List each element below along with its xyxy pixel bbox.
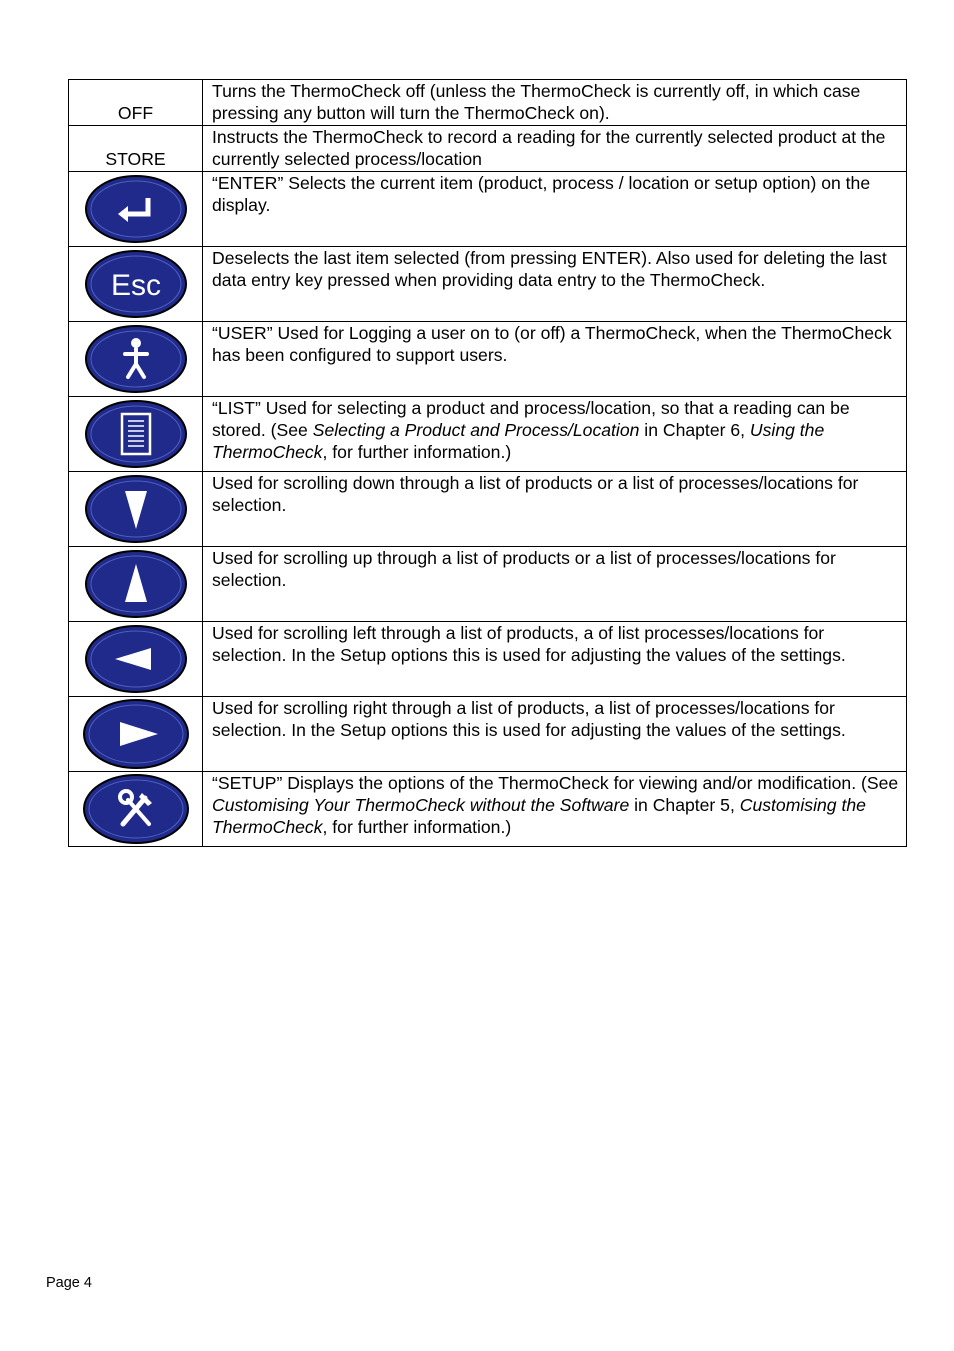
table-row-left	[69, 622, 907, 697]
table-row-user	[69, 322, 907, 397]
key-description: “USER” Used for Logging a user on to (or off) a ThermoCheck, when the ThermoCheck has been configured to support users.	[203, 322, 907, 397]
key-description: “SETUP” Displays the options of the ThermoCheck for viewing and/or modification. (See Customising Your ThermoCheck without the Software in Chapter 5, Customising the ThermoCheck, for further information.)	[203, 772, 907, 847]
enter-key-icon	[84, 174, 188, 244]
table-row-up	[69, 547, 907, 622]
key-description: Used for scrolling down through a list of products or a list of processes/locations for selection.	[203, 472, 907, 547]
key-description: Deselects the last item selected (from pressing ENTER). Also used for deleting the last data entry key pressed when providing data entry to the ThermoCheck.	[203, 247, 907, 322]
table-row-off	[69, 80, 907, 126]
key-description: Instructs the ThermoCheck to record a reading for the currently selected product at the currently selected process/location	[203, 126, 907, 172]
right-arrow-key-icon	[82, 698, 190, 770]
page-number: Page 4	[46, 1275, 92, 1291]
table-row-esc	[69, 247, 907, 322]
table-row-setup	[69, 772, 907, 847]
key-description: Used for scrolling right through a list of products, a list of processes/locations for selection. In the Setup options this is used for adjusting the values of the settings.	[203, 697, 907, 772]
key-description: Used for scrolling left through a list of products, a of list processes/locations for selection. In the Setup options this is used for adjusting the values of the settings.	[203, 622, 907, 697]
table-row-down	[69, 472, 907, 547]
setup-tools-key-icon	[82, 773, 190, 845]
key-label-off: OFF	[69, 80, 203, 126]
table-row-right	[69, 697, 907, 772]
table-row-store	[69, 126, 907, 172]
key-description: “ENTER” Selects the current item (product, process / location or setup option) on the display.	[203, 172, 907, 247]
table-row-enter	[69, 172, 907, 247]
down-arrow-key-icon	[84, 474, 188, 544]
key-description: “LIST” Used for selecting a product and process/location, so that a reading can be stored. (See Selecting a Product and Process/Location in Chapter 6, Using the ThermoCheck, for further information.)	[203, 397, 907, 472]
key-label-store: STORE	[69, 126, 203, 172]
up-arrow-key-icon	[84, 549, 188, 619]
table-row-list	[69, 397, 907, 472]
esc-key-icon	[84, 249, 188, 319]
left-arrow-key-icon	[84, 624, 188, 694]
key-reference-table	[68, 79, 907, 847]
key-description: Turns the ThermoCheck off (unless the ThermoCheck is currently off, in which case pressing any button will turn the ThermoCheck on).	[203, 80, 907, 126]
list-key-icon	[84, 399, 188, 469]
key-description: Used for scrolling up through a list of products or a list of processes/locations for selection.	[203, 547, 907, 622]
esc-key-text: Esc	[110, 269, 161, 302]
user-key-icon	[84, 324, 188, 394]
